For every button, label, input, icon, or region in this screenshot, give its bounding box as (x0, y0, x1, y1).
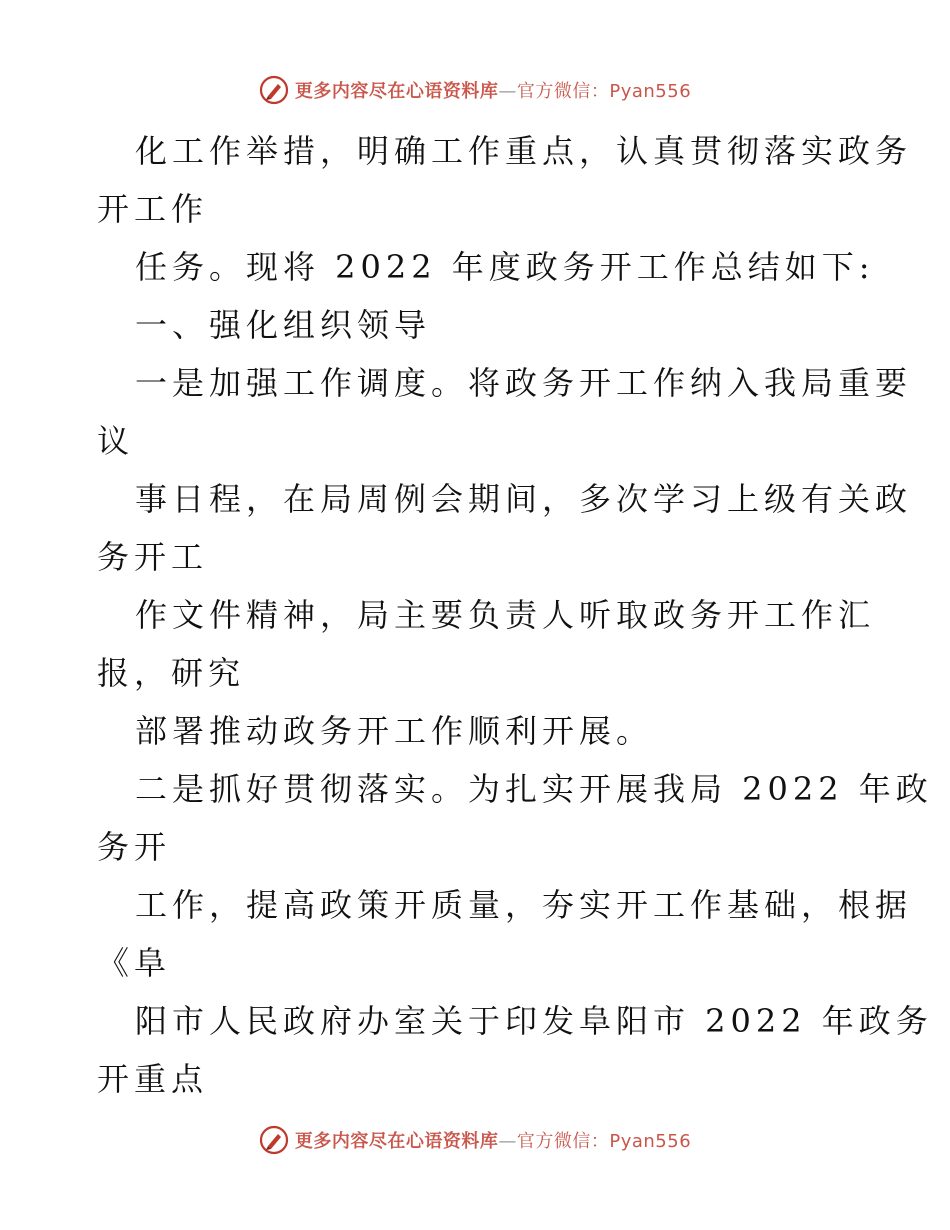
watermark-text: 更多内容尽在心语资料库—官方微信：Pyan556 (294, 81, 692, 102)
pen-logo-icon (259, 1125, 289, 1155)
text-line: 开工作 (97, 190, 209, 228)
text-line: 《阜 (97, 944, 172, 982)
header-watermark (0, 70, 950, 110)
text-line: 作文件精神，局主要负责人听取政务开工作汇 (135, 596, 876, 634)
section-heading: 一、强化组织领导 (135, 306, 432, 344)
text-line: 一是加强工作调度。将政务开工作纳入我局重要 (135, 364, 913, 402)
text-line: 工作，提高政策开质量，夯实开工作基础，根据 (135, 886, 913, 924)
pen-logo-icon (259, 75, 289, 105)
text-line: 化工作举措，明确工作重点，认真贯彻落实政务 (135, 132, 913, 170)
text-line: 任务。现将 2022 年度政务开工作总结如下: (135, 248, 875, 286)
text-line: 开重点 (97, 1060, 209, 1098)
text-line: 阳市人民政府办室关于印发阜阳市 2022 年政务 (135, 1002, 933, 1040)
text-line: 事日程，在局周例会期间，多次学习上级有关政 (135, 480, 913, 518)
footer-watermark (0, 1120, 950, 1160)
watermark-text: 更多内容尽在心语资料库—官方微信：Pyan556 (294, 1131, 692, 1152)
text-line: 部署推动政务开工作顺利开展。 (135, 712, 654, 750)
text-line: 务开 (97, 828, 172, 866)
text-line: 务开工 (97, 538, 209, 576)
text-line: 报，研究 (97, 654, 246, 692)
text-line: 二是抓好贯彻落实。为扎实开展我局 2022 年政 (135, 770, 933, 808)
text-line: 议 (97, 422, 135, 460)
document-body (97, 122, 933, 1108)
